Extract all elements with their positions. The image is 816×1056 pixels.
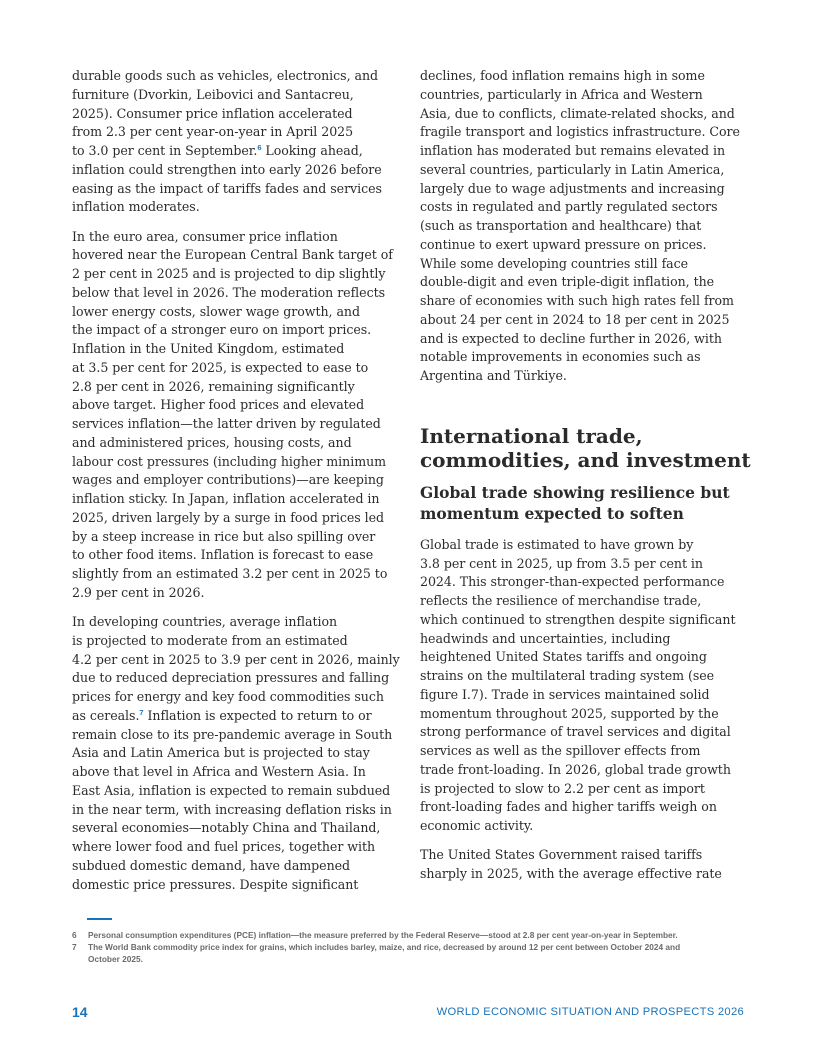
text-line: to other food items. Inflation is forecast to ease [72,547,374,563]
text-line: 4.2 per cent in 2025 to 3.9 per cent in 2026, mainly [72,651,400,667]
text-line: domestic price pressures. Despite significant [72,876,359,892]
text-line: remain close to its pre-pandemic average in South [72,726,393,742]
text-line: about 24 per cent in 2024 to 18 per cent in 2025 [420,311,730,327]
text-line: 2024. This stronger-than-expected performance [420,574,725,590]
footnote-7 [72,941,752,965]
text-line: reflects the resilience of merchandise trade, [420,593,702,608]
text-line: Inflation in the United Kingdom, estimated [72,341,345,356]
text-line: where lower food and fuel prices, together with [72,839,376,854]
text-line: costs in regulated and partly regulated sectors [420,199,718,215]
text-line: (such as transportation and healthcare) that [420,218,702,233]
text-line: inflation has moderated but remains elevated in [420,143,726,158]
text-fragment: Looking ahead, [261,143,363,158]
text-line: largely due to wage adjustments and increasing [420,180,725,196]
text-line: at 3.5 per cent for 2025, is expected to ease to [72,359,369,375]
paragraph-developing-countries [72,613,398,894]
footnote-number: 6 [72,930,77,940]
text-line: wages and employer contributions)—are keeping [72,472,384,488]
text-line: countries, particularly in Africa and Western [420,86,703,102]
footnotes [72,929,752,965]
text-line: headwinds and uncertainties, including [420,630,671,646]
heading-line: commodities, and investment [420,447,751,472]
text-line: prices for energy and key food commodities such [72,689,384,704]
text-line: services inflation—the latter driven by regulated [72,416,381,431]
text-line: The United States Government raised tariffs [420,847,703,863]
text-line: below that level in 2026. The moderation reflects [72,284,385,300]
text-line: East Asia, inflation is expected to remain subdued [72,782,391,798]
text-line: continue to exert upward pressure on prices. [420,236,707,252]
text-fragment: to 3.0 per cent in September. [72,143,258,158]
text-line: In developing countries, average inflation [72,614,338,629]
text-line: front-loading fades and higher tariffs weigh on [420,799,717,815]
paragraph-euro-area [72,228,398,603]
left-column [72,67,398,905]
heading-line: Global trade showing resilience but [420,482,730,502]
footnote-text: Personal consumption expenditures (PCE) inflation—the measure preferred by the Federal Reserve—stood at 2.8 per cent year-on-year in September. [88,930,678,940]
text-line: which continued to strengthen despite significant [420,611,736,627]
text-line: easing as the impact of tariffs fades and services [72,180,382,196]
text-line: furniture (Dvorkin, Leibovici and Santacreu, [72,86,354,102]
text-line: share of economies with such high rates fell from [420,293,734,308]
text-line: 3.8 per cent in 2025, up from 3.5 per cent in [420,555,703,571]
text-line: 2.9 per cent in 2026. [72,584,205,600]
text-line: momentum throughout 2025, supported by the [420,705,719,721]
text-line [72,707,398,726]
page-number: 14 [72,1004,88,1020]
text-fragment: Inflation is expected to return to or [143,707,372,723]
text-line: strains on the multilateral trading system (see [420,668,715,683]
text-line: several economies—notably China and Thailand, [72,820,381,836]
footnote-text: October 2025. [88,954,143,964]
text-line: inflation sticky. In Japan, inflation accelerated in [72,491,380,506]
text-line: and administered prices, housing costs, and [72,434,352,450]
text-line [72,142,398,161]
text-line: lower energy costs, slower wage growth, and [72,303,360,319]
heading-line: International trade, [420,423,643,448]
text-line: Asia and Latin America but is projected to stay [72,745,370,761]
subsection-heading [420,482,746,524]
text-line: services as well as the spillover effects from [420,743,701,758]
text-line: the impact of a stronger euro on import prices. [72,322,372,338]
text-line: 2025, driven largely by a surge in food prices led [72,509,385,525]
text-line: In the euro area, consumer price inflation [72,228,338,244]
text-line: and is expected to decline further in 2026, with [420,330,722,346]
text-line: inflation moderates. [72,199,200,215]
text-line: subdued domestic demand, have dampened [72,857,351,873]
text-line: figure I.7). Trade in services maintained solid [420,686,710,702]
right-column [420,67,751,894]
footnote-divider [87,918,112,920]
section-heading [420,423,751,472]
text-line: fragile transport and logistics infrastructure. Core [420,124,740,140]
text-line: is projected to slow to 2.2 per cent as import [420,780,705,796]
text-line: economic activity. [420,818,534,833]
footnote-6 [72,929,752,941]
text-line: While some developing countries still face [420,255,689,271]
text-line: declines, food inflation remains high in some [420,68,705,83]
running-title: WORLD ECONOMIC SITUATION AND PROSPECTS 2026 [436,1006,744,1018]
text-line: Global trade is estimated to have grown by [420,536,694,552]
paragraph-food-core-inflation [420,67,746,386]
text-line: Argentina and Türkiye. [420,368,567,383]
text-line: 2 per cent in 2025 and is projected to dip slightly [72,266,386,281]
paragraph-us-inflation [72,67,398,217]
text-line: Asia, due to conflicts, climate-related shocks, and [420,105,735,121]
text-line: strong performance of travel services and digital [420,724,731,740]
text-line: 2.8 per cent in 2026, remaining significantly [72,378,355,394]
footnote-ref-6[interactable]: 6 [257,143,262,152]
text-line: durable goods such as vehicles, electronics, and [72,68,379,83]
text-line: sharply in 2025, with the average effective rate [420,866,722,881]
footnote-number: 7 [72,942,77,952]
paragraph-us-tariffs [420,846,746,884]
text-line: from 2.3 per cent year-on-year in April 2025 [72,124,354,140]
text-line: 2025). Consumer price inflation accelerated [72,105,353,121]
text-line: in the near term, with increasing deflation risks in [72,801,392,817]
text-line: several countries, particularly in Latin America, [420,161,725,177]
text-line: above target. Higher food prices and elevated [72,397,365,413]
text-line: inflation could strengthen into early 2026 before [72,161,382,177]
text-line: trade front-loading. In 2026, global trade growth [420,761,731,777]
text-line: heightened United States tariffs and ongoing [420,649,707,665]
text-line: is projected to moderate from an estimated [72,632,348,648]
paragraph-global-trade [420,536,746,836]
text-fragment: as cereals. [72,707,140,723]
footnote-text: The World Bank commodity price index for grains, which includes barley, maize, and rice, decreased by around 12 per cent between October 2024 and [88,942,681,952]
footnote-ref-7[interactable]: 7 [139,707,144,717]
text-line: hovered near the European Central Bank target of [72,247,393,263]
text-line: double-digit and even triple-digit inflation, the [420,274,715,290]
heading-line: momentum expected to soften [420,503,684,523]
text-line: due to reduced depreciation pressures and falling [72,670,390,686]
text-line: notable improvements in economies such as [420,349,701,365]
text-line: labour cost pressures (including higher minimum [72,453,387,469]
text-line: by a steep increase in rice but also spilling over [72,528,376,544]
text-line: slightly from an estimated 3.2 per cent in 2025 to [72,566,388,581]
text-line: above that level in Africa and Western Asia. In [72,764,366,779]
